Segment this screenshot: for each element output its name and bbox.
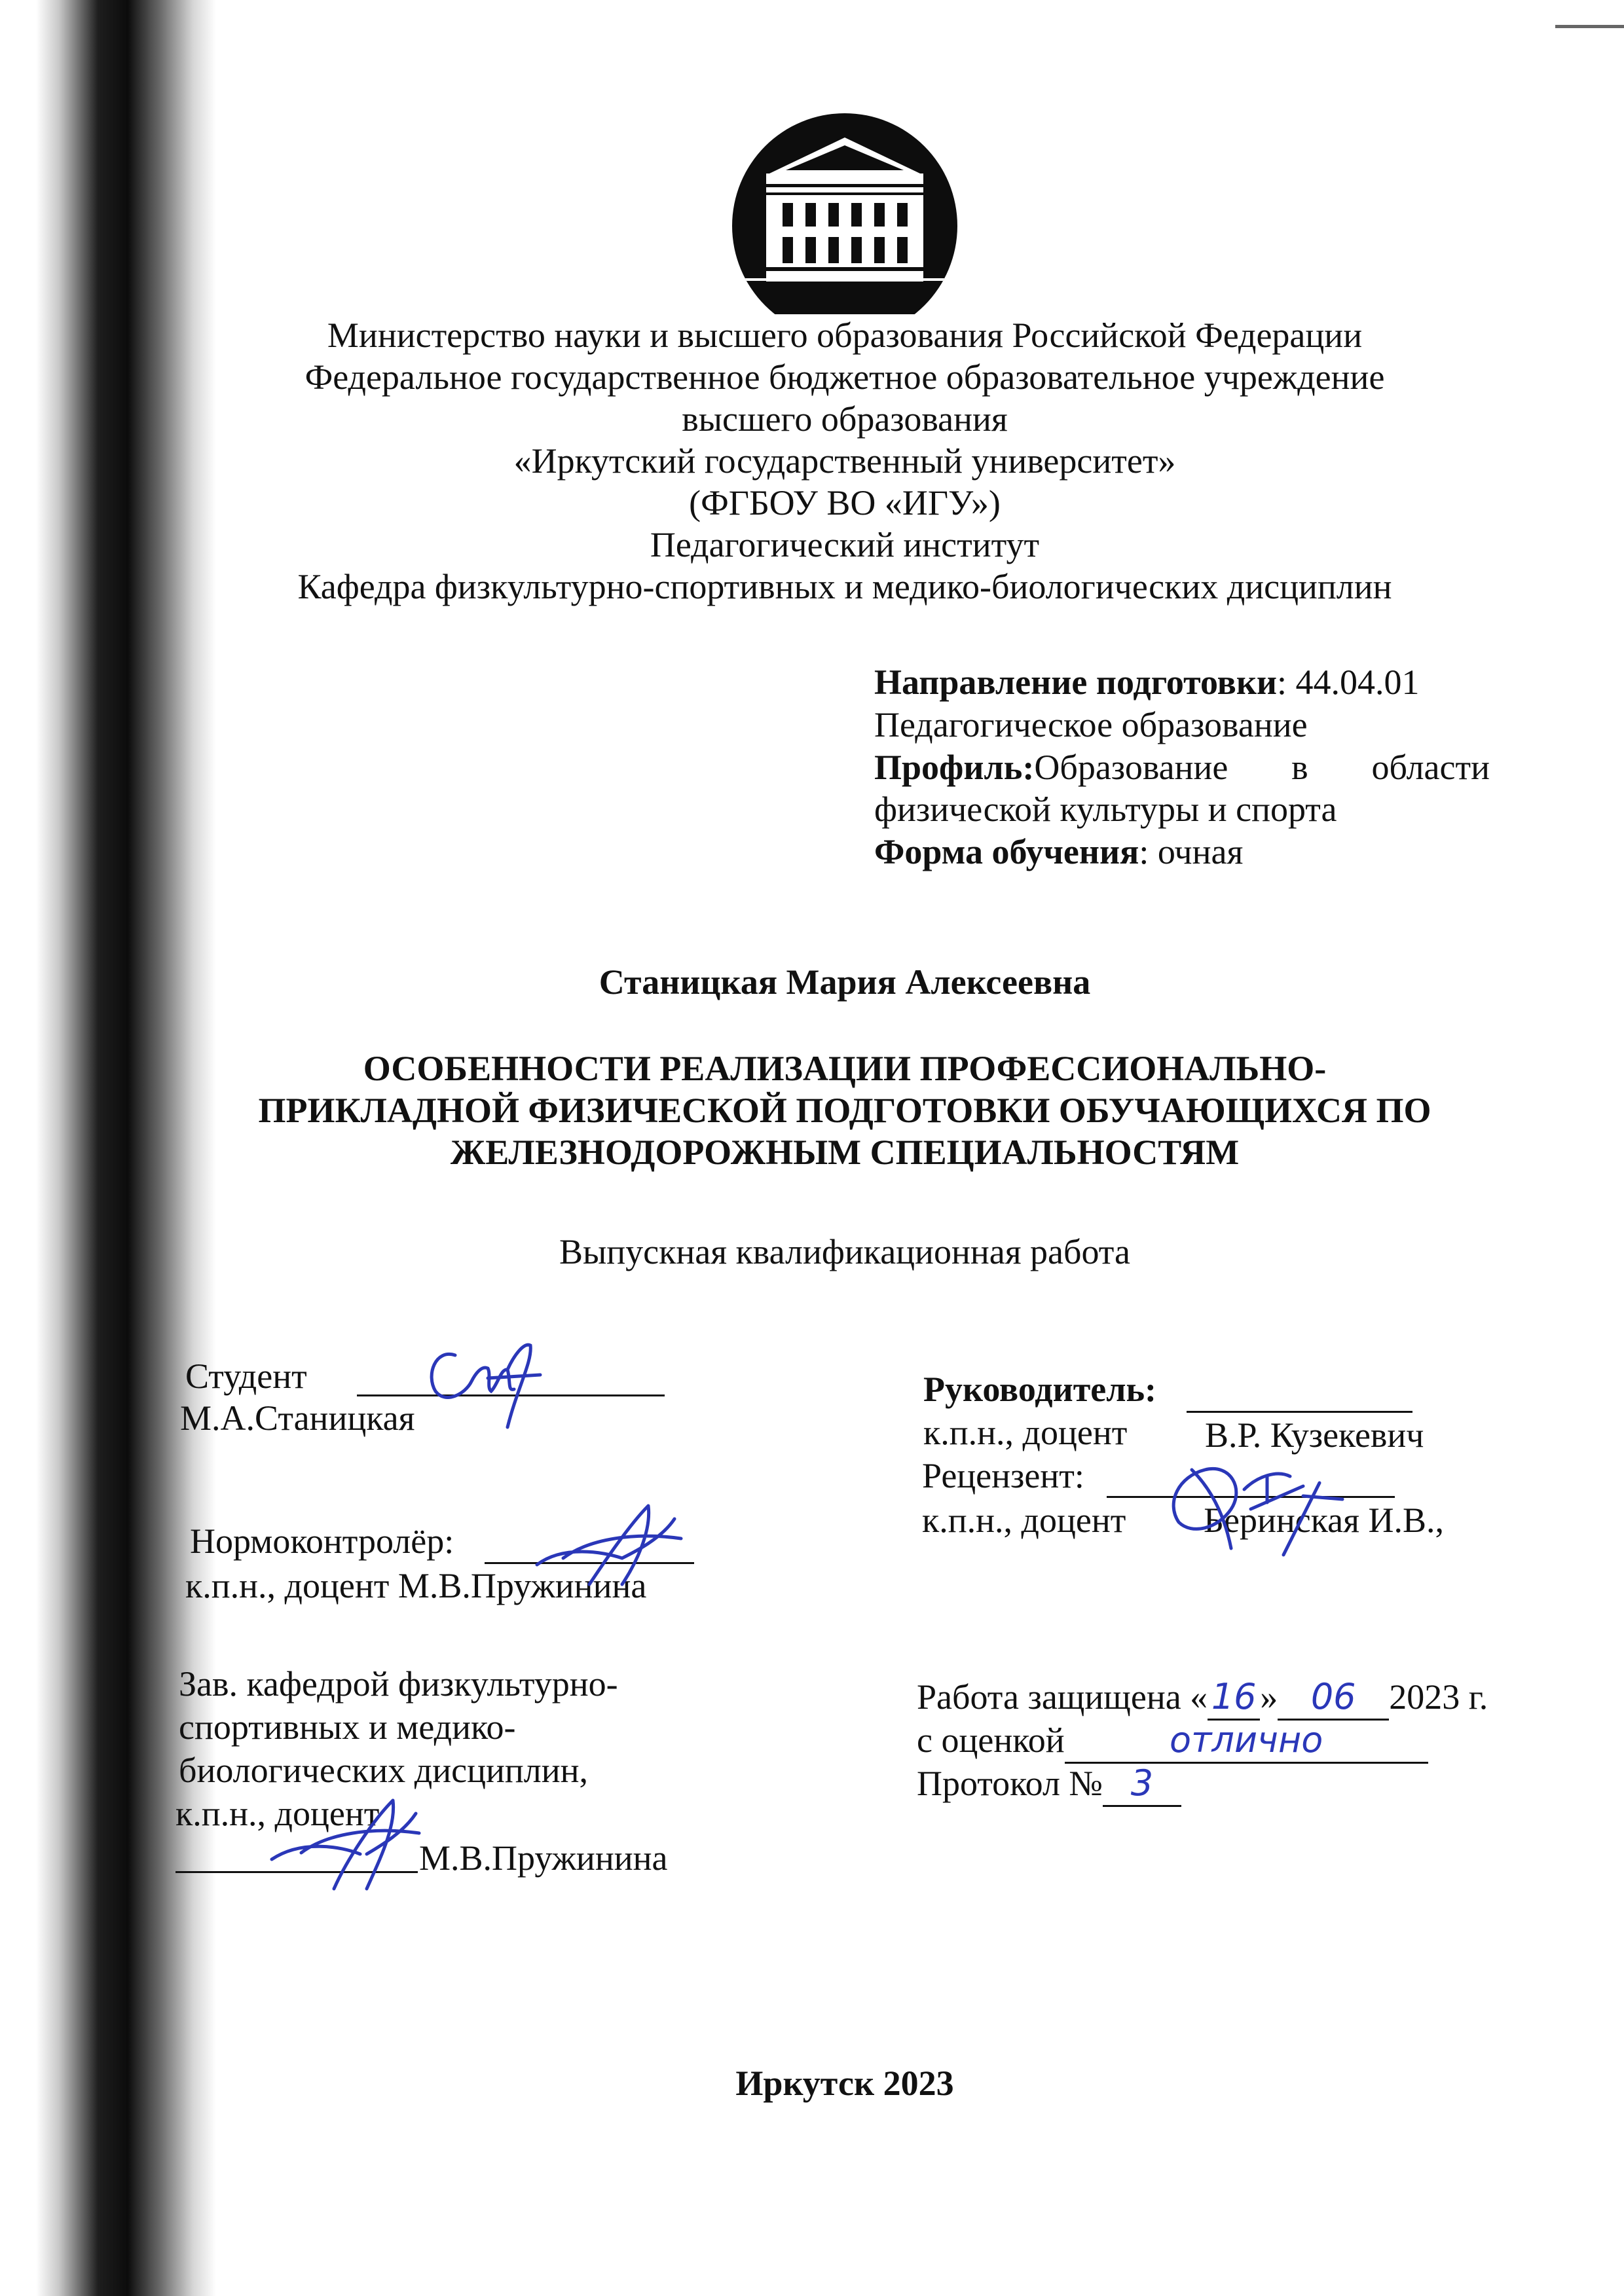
direction-label: Направление подготовки: [874, 663, 1278, 702]
form-value: : очная: [1139, 832, 1244, 872]
head-of-dept-line-1: Зав. кафедрой физкультурно-: [179, 1664, 618, 1704]
direction-code: : 44.04.01: [1277, 663, 1420, 702]
normocontrol-name: к.п.н., доцент М.В.Пружинина: [185, 1566, 647, 1605]
student-signature: [409, 1329, 547, 1440]
form-line: [874, 831, 1490, 873]
defense-mid: »: [1260, 1677, 1278, 1717]
protocol-number: 3: [1103, 1762, 1181, 1807]
student-label: Студент: [185, 1357, 307, 1396]
work-type: Выпускная квалификационная работа: [559, 1232, 1131, 1271]
direction-line: [874, 661, 1490, 704]
work-type-block: [157, 1231, 1532, 1273]
grade-value: отлично: [1065, 1719, 1428, 1764]
institute-name: Педагогический институт: [650, 525, 1040, 564]
thesis-title: [157, 1048, 1532, 1173]
form-label: Форма обучения: [874, 832, 1139, 872]
defense-year: 2023 г.: [1389, 1677, 1488, 1717]
supervisor-label: Руководитель:: [923, 1370, 1157, 1409]
university-logo: [730, 111, 959, 314]
university-type-line: Федеральное государственное бюджетное образовательное учреждение: [304, 357, 1385, 397]
protocol-line: [917, 1762, 1181, 1807]
profile-word-1: Образование: [1034, 747, 1228, 787]
city-year: Иркутск 2023: [735, 2064, 954, 2103]
supervisor-signature-line: [1187, 1411, 1412, 1413]
profile-continuation: физической культуры и спорта: [874, 790, 1337, 829]
institution-header: [157, 314, 1532, 608]
grade-label: с оценкой: [917, 1721, 1065, 1760]
scan-mark: [1555, 25, 1624, 28]
student-name: М.А.Станицкая: [180, 1398, 415, 1438]
reviewer-name: Беринская И.В.,: [1204, 1501, 1444, 1540]
normocontrol-label: Нормоконтролёр:: [190, 1522, 454, 1561]
direction-name: Педагогическое образование: [874, 704, 1308, 744]
footer-block: [157, 2062, 1532, 2104]
profile-word-3: области: [1371, 747, 1490, 787]
title-line-2: ПРИКЛАДНОЙ ФИЗИЧЕСКОЙ ПОДГОТОВКИ ОБУЧАЮЩИХСЯ ПО: [258, 1091, 1431, 1130]
title-line-3: ЖЕЛЕЗНОДОРОЖНЫМ СПЕЦИАЛЬНОСТЯМ: [450, 1133, 1240, 1172]
university-name: «Иркутский государственный университет»: [513, 441, 1176, 481]
profile-word-2: в: [1291, 747, 1308, 787]
head-of-dept-line-2: спортивных и медико-: [179, 1707, 516, 1747]
supervisor-degree: к.п.н., доцент: [923, 1413, 1128, 1452]
profile-label: Профиль:: [874, 747, 1035, 787]
head-of-dept-name: М.В.Пружинина: [419, 1838, 668, 1878]
reviewer-degree: к.п.н., доцент: [922, 1501, 1126, 1540]
title-line-1: ОСОБЕННОСТИ РЕАЛИЗАЦИИ ПРОФЕССИОНАЛЬНО-: [363, 1049, 1327, 1088]
head-of-dept-degree: к.п.н., доцент: [175, 1794, 380, 1833]
program-block: [874, 661, 1490, 873]
reviewer-signature: [1153, 1450, 1349, 1568]
education-level-line: высшего образования: [682, 399, 1008, 439]
department-name: Кафедра физкультурно-спортивных и медико-биологических дисциплин: [297, 567, 1392, 606]
supervisor-name: В.Р. Кузекевич: [1205, 1415, 1424, 1455]
reviewer-label: Рецензент:: [922, 1456, 1084, 1495]
head-signature: [262, 1781, 432, 1899]
grade-line: [917, 1719, 1428, 1764]
ministry-line: Министерство науки и высшего образования Российской Федерации: [327, 316, 1363, 355]
protocol-label: Протокол №: [917, 1764, 1103, 1803]
head-of-dept-line-3: биологических дисциплин,: [179, 1751, 589, 1790]
defense-prefix: Работа защищена «: [917, 1677, 1208, 1717]
university-abbreviation: (ФГБОУ ВО «ИГУ»): [689, 483, 1001, 522]
profile-line: [874, 746, 1490, 789]
author-name: Станицкая Мария Алексеевна: [599, 962, 1091, 1002]
supervisor-line: [923, 1368, 1156, 1411]
defense-day: 16: [1208, 1676, 1260, 1721]
defense-line: [917, 1676, 1488, 1721]
author-block: [157, 961, 1532, 1003]
normocontrol-signature: [524, 1493, 694, 1597]
defense-month: 06: [1278, 1676, 1389, 1721]
